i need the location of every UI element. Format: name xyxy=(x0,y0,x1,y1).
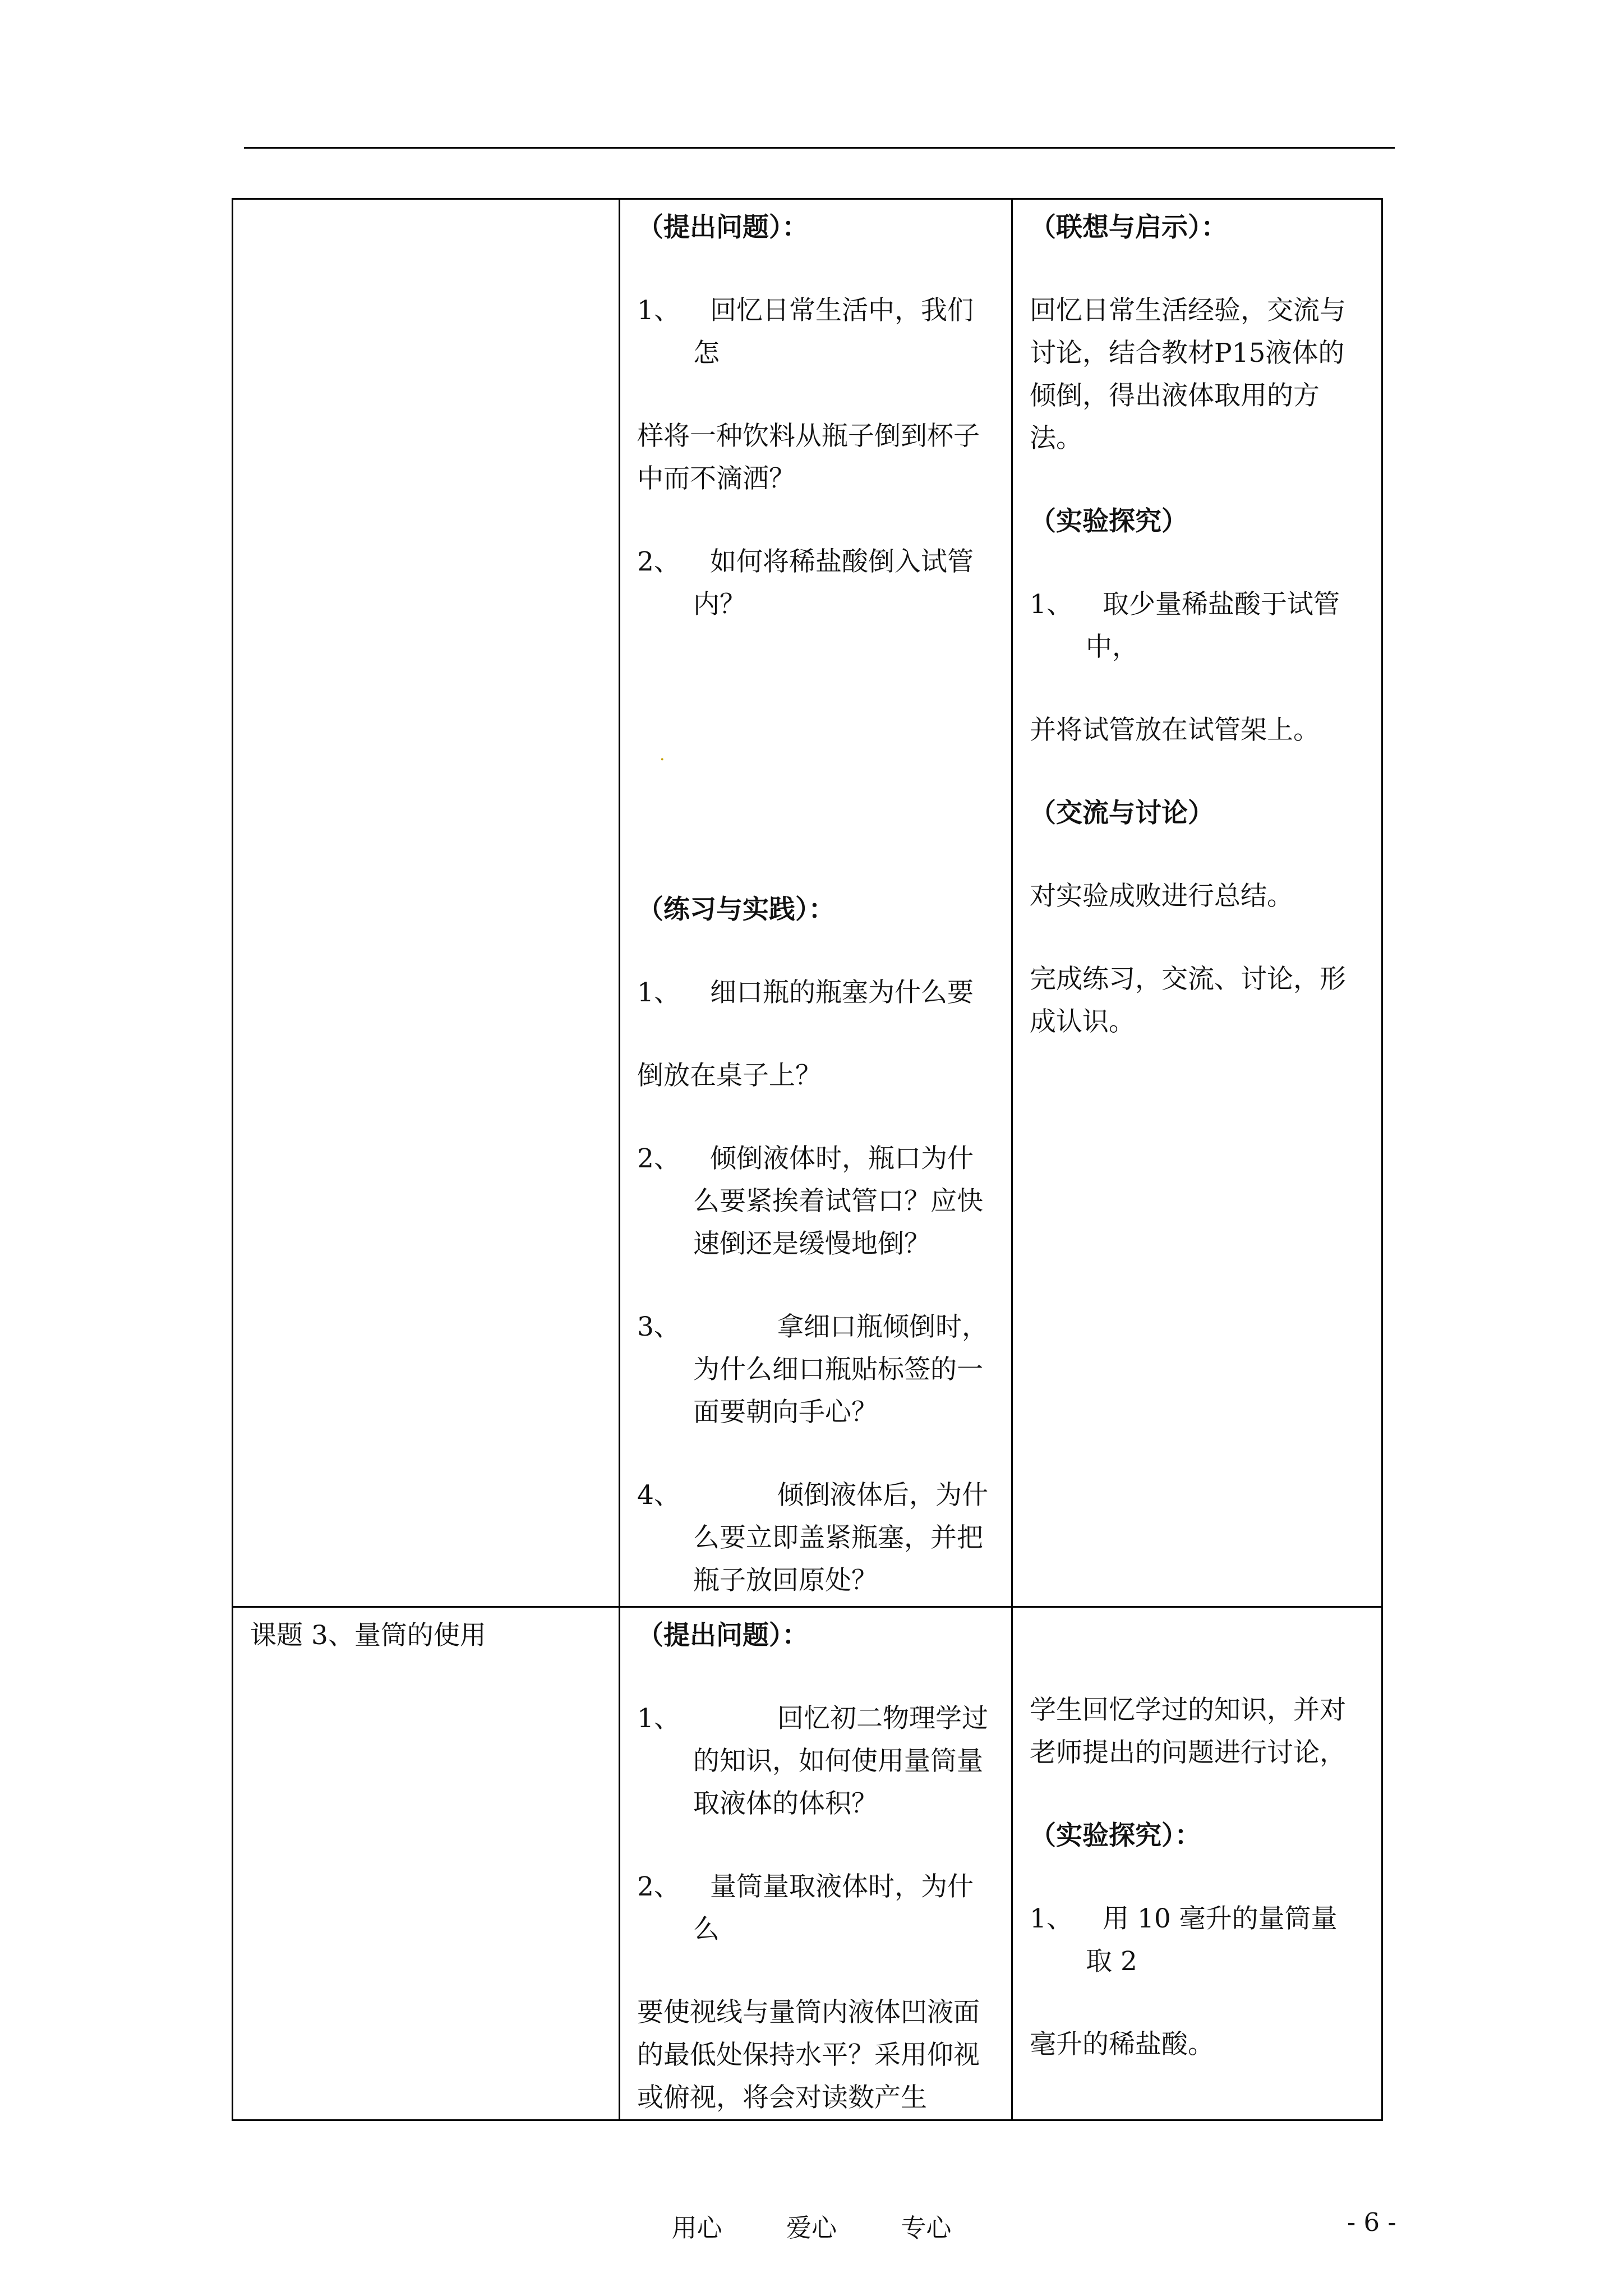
table-row xyxy=(233,1607,1382,2120)
list-item: 2、 如何将稀盐酸倒入试管 内？ xyxy=(637,546,974,620)
section-heading: （提出问题）： xyxy=(637,1620,809,1651)
section-heading: （实验探究） xyxy=(1030,506,1188,537)
list-item: 1、 回忆初二物理学过 的知识，如何使用量筒量取液体的体积？ xyxy=(637,1703,988,1819)
table-row xyxy=(233,199,1382,1607)
teacher-activity-cell xyxy=(620,1607,1012,2120)
paragraph: 并将试管放在试管架上。 xyxy=(1030,715,1320,746)
topic-cell xyxy=(233,199,620,1607)
page-number: - 6 - xyxy=(1347,2207,1396,2237)
paragraph: 倒放在桌子上？ xyxy=(637,1060,822,1091)
list-item: 1、 回忆日常生活中，我们 怎 xyxy=(637,295,974,369)
list-item: 1、 取少量稀盐酸于试管 中， xyxy=(1030,589,1340,662)
section-heading: （练习与实践）： xyxy=(637,894,835,925)
paragraph: 样将一种饮料从瓶子倒到杯子中而不滴洒？ xyxy=(637,421,980,494)
section-heading: （交流与讨论） xyxy=(1030,798,1214,829)
paragraph: 对实验成败进行总结。 xyxy=(1030,881,1293,912)
student-activity-cell xyxy=(1012,1607,1382,2120)
lesson-plan-table xyxy=(232,198,1383,2121)
paragraph: 学生回忆学过的知识，并对老师提出的问题进行讨论， xyxy=(1030,1695,1346,1768)
student-activity-cell xyxy=(1012,199,1382,1607)
paragraph: 完成练习，交流、讨论，形成认识。 xyxy=(1030,964,1346,1037)
teacher-activity-cell xyxy=(620,199,1012,1607)
header-rule xyxy=(244,147,1395,149)
section-heading: （提出问题）： xyxy=(637,212,809,243)
paragraph: 回忆日常生活经验，交流与讨论，结合教材P15液体的倾倒，得出液体取用的方法。 xyxy=(1030,295,1346,454)
stray-dot: . xyxy=(660,745,665,765)
list-item: 1、 用 10 毫升的量筒量 取 2 xyxy=(1030,1903,1338,1977)
paragraph: 要使视线与量筒内液体凹液面的最低处保持水平？采用仰视或俯视，将会对读数产生 xyxy=(637,1997,980,2113)
section-heading: （联想与启示）： xyxy=(1030,212,1228,243)
list-item: 2、 倾倒液体时，瓶口为什 么要紧挨着试管口？应快速倒还是缓慢地倒？ xyxy=(637,1143,983,1259)
list-item: 2、 量筒量取液体时，为什 么 xyxy=(637,1871,974,1945)
topic-cell: 课题 3、量筒的使用 xyxy=(233,1607,620,2120)
list-item: 1、 细口瓶的瓶塞为什么要 xyxy=(637,977,974,1008)
paragraph: 毫升的稀盐酸。 xyxy=(1030,2029,1214,2060)
section-heading: （实验探究）： xyxy=(1030,1820,1201,1851)
list-item: 4、 倾倒液体后，为什 么要立即盖紧瓶塞，并把瓶子放回原处？ xyxy=(637,1480,988,1596)
footer-word: 爱心 xyxy=(786,2213,837,2243)
footer-word: 专心 xyxy=(901,2213,952,2243)
list-item: 3、 拿细口瓶倾倒时， 为什么细口瓶贴标签的一面要朝向手心？ xyxy=(637,1312,988,1428)
footer-word: 用心 xyxy=(671,2213,722,2243)
